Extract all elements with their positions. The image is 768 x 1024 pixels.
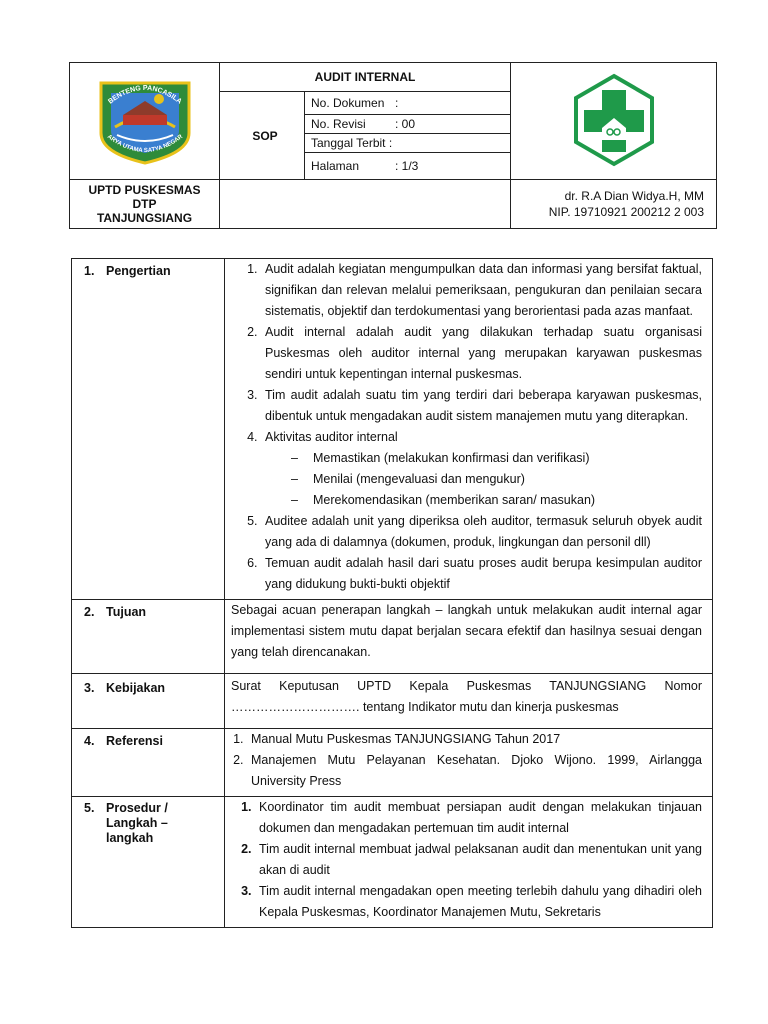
meta-label: No. Revisi <box>311 117 366 131</box>
list-item: 3. Tim audit adalah suatu tim yang terdiri dari beberapa karyawan puskesmas, dibentuk untuk mengadakan audit sistem manajemen mutu yang diterapkan. <box>261 385 702 427</box>
section-number: 4. <box>84 734 95 748</box>
section-title: Kebijakan <box>106 681 166 695</box>
meta-value: : 1/3 <box>395 159 419 173</box>
section-title: Tujuan <box>106 605 147 619</box>
section-title: Prosedur / Langkah – langkah <box>106 801 168 845</box>
signer-block <box>511 180 717 229</box>
section-kebijakan <box>72 674 713 729</box>
sop-content-table <box>71 258 713 928</box>
section-label <box>72 729 225 797</box>
section-body: Surat Keputusan UPTD Kepala Puskesmas TANJUNGSIANG Nomor …………………………. tentang Indikator mutu dan kinerja puskesmas <box>225 674 713 729</box>
sub-list-item: – Merekomendasikan (memberikan saran/ masukan) <box>287 490 702 511</box>
meta-label: Halaman <box>311 159 360 173</box>
sop-label: SOP <box>220 92 305 180</box>
section-number: 5. <box>84 801 95 815</box>
section-referensi <box>72 729 713 797</box>
kpm-logo-cell <box>511 63 717 180</box>
meta-issue-date <box>305 134 511 153</box>
section-label <box>72 600 225 674</box>
org-line: UPTD PUSKESMAS <box>88 183 201 197</box>
section-number: 2. <box>84 605 95 619</box>
signer-nip: NIP. 19710921 200212 2 003 <box>548 205 704 219</box>
section-number: 1. <box>84 264 95 278</box>
list-item: 1. Koordinator tim audit membuat persiapan audit dengan melakukan tinjauan dokumen dan mengadakan pertemuan tim audit internal <box>255 797 702 839</box>
meta-label: No. Dokumen <box>311 96 385 110</box>
section-body <box>225 729 713 797</box>
meta-label: Tanggal Terbit : <box>311 136 393 150</box>
list-item: 2. Tim audit internal membuat jadwal pelaksanan audit dan menentukan unit yang akan di audit <box>255 839 702 881</box>
section-pengertian <box>72 259 713 600</box>
section-title: Pengertian <box>106 264 171 278</box>
svg-text:BENTENG PANCASILA: BENTENG PANCASILA <box>106 84 183 106</box>
list-item-text: Aktivitas auditor internal <box>265 430 398 444</box>
org-line: TANJUNGSIANG <box>96 211 193 225</box>
section-label <box>72 674 225 729</box>
sub-list-item: – Memastikan (melakukan konfirmasi dan verifikasi) <box>287 448 702 469</box>
list-item: 5. Auditee adalah unit yang diperiksa oleh auditor, termasuk seluruh obyek audit yang ada di dalamnya (dokumen, produk, lingkungan dan personil dll) <box>261 511 702 553</box>
section-prosedur <box>72 797 713 928</box>
logo-cell <box>70 63 220 180</box>
list-item: 1. Manual Mutu Puskesmas TANJUNGSIANG Tahun 2017 <box>247 729 702 750</box>
sub-list-item: – Menilai (mengevaluasi dan mengukur) <box>287 469 702 490</box>
sub-list <box>265 448 702 511</box>
meta-value: : 00 <box>395 117 416 131</box>
definition-list <box>231 259 702 595</box>
list-item: 3. Tim audit internal mengadakan open meeting terlebih dahulu yang dihadiri oleh Kepala Puskesmas, Koordinator Manajemen Mutu, Sekretaris <box>255 881 702 923</box>
section-body: Sebagai acuan penerapan langkah – langkah untuk melakukan audit internal agar implementasi sistem mutu dapat berjalan secara efektif dan hasilnya sesuai dengan yang telah direncanakan. <box>225 600 713 674</box>
svg-text:KARYA UTAMA SATYA NEGARA: ARYA UTAMA SATYA NEGAR <box>105 133 184 154</box>
list-item: 1. Audit adalah kegiatan mengumpulkan data dan informasi yang bersifat faktual, signifikan dan relevan melalui pemeriksaan, pengukuran dan penilaian secara sistematis, objektif dan terdokumentasi yang berorientasi pada azas manfaat. <box>261 259 702 322</box>
section-label <box>72 797 225 928</box>
section-number: 3. <box>84 681 95 695</box>
list-item: 6. Temuan audit adalah hasil dari suatu proses audit berupa kesimpulan auditor yang didukung bukti-bukti objektif <box>261 553 702 595</box>
meta-doc-number <box>305 92 511 115</box>
blank-cell <box>220 180 511 229</box>
signer-name: dr. R.A Dian Widya.H, MM <box>564 189 704 203</box>
section-tujuan <box>72 600 713 674</box>
regency-logo-icon <box>93 75 197 165</box>
meta-page <box>305 153 511 180</box>
section-title: Referensi <box>106 734 163 748</box>
section-label <box>72 259 225 600</box>
meta-revision <box>305 115 511 134</box>
list-item: 2. Audit internal adalah audit yang dilakukan terhadap suatu organisasi Puskesmas oleh auditor internal yang merupakan karyawan puskesmas sendiri untuk kepentingan internal puskesmas. <box>261 322 702 385</box>
document-title: AUDIT INTERNAL <box>220 63 511 92</box>
organization-name <box>70 180 220 229</box>
list-item <box>261 427 702 511</box>
procedure-list <box>231 797 702 923</box>
list-item: 2. Manajemen Mutu Pelayanan Kesehatan. Djoko Wijono. 1999, Airlangga University Press <box>247 750 702 792</box>
meta-value: : <box>395 96 399 110</box>
puskesmas-cross-logo-icon <box>572 72 656 168</box>
section-body <box>225 797 713 928</box>
section-body <box>225 259 713 600</box>
org-line: DTP <box>132 197 157 211</box>
sop-header-table <box>69 62 717 229</box>
reference-list <box>231 729 702 792</box>
